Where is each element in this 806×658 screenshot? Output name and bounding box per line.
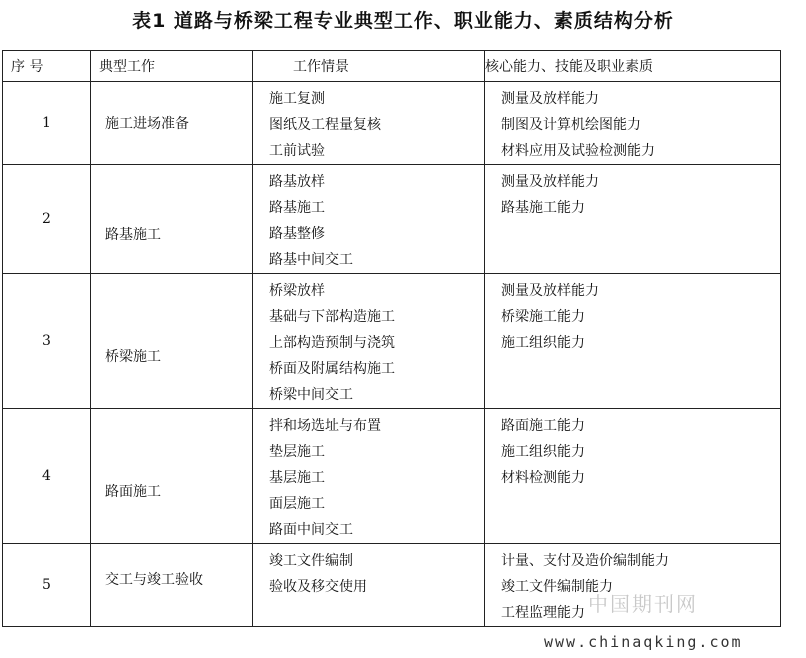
situation-item: 验收及移交使用 xyxy=(269,579,367,595)
row-number: 4 xyxy=(3,409,91,544)
situation-item: 面层施工 xyxy=(269,496,325,512)
table-row xyxy=(3,409,781,544)
header-num: 序 号 xyxy=(3,51,91,82)
situation-item: 施工复测 xyxy=(269,91,325,107)
header-core: 核心能力、技能及职业素质 xyxy=(485,51,781,82)
situation-item: 拌和场选址与布置 xyxy=(269,418,381,434)
situation-item: 基层施工 xyxy=(269,470,325,486)
situation-item: 垫层施工 xyxy=(269,444,325,460)
table-row xyxy=(3,165,781,274)
situation-item: 竣工文件编制 xyxy=(269,553,353,569)
situation-item: 桥面及附属结构施工 xyxy=(269,361,395,377)
core-item: 测量及放样能力 xyxy=(501,91,599,107)
core-item: 测量及放样能力 xyxy=(501,283,599,299)
core-item: 材料检测能力 xyxy=(501,470,585,486)
situation-item: 路基放样 xyxy=(269,174,325,190)
table-row xyxy=(3,274,781,409)
row-core xyxy=(485,82,781,165)
situation-item: 路基施工 xyxy=(269,200,325,216)
situation-item: 路基整修 xyxy=(269,226,325,242)
row-situations xyxy=(253,409,485,544)
row-core xyxy=(485,165,781,274)
table-title: 表1 道路与桥梁工程专业典型工作、职业能力、素质结构分析 xyxy=(132,10,674,32)
header-situation: 工作情景 xyxy=(253,51,485,82)
row-situations xyxy=(253,544,485,627)
core-item: 施工组织能力 xyxy=(501,444,585,460)
situation-item: 基础与下部构造施工 xyxy=(269,309,395,325)
core-item: 工程监理能力 xyxy=(501,605,585,621)
row-task: 路基施工 xyxy=(91,165,253,274)
core-item: 桥梁施工能力 xyxy=(501,309,585,325)
core-item: 路面施工能力 xyxy=(501,418,585,434)
situation-item: 桥梁放样 xyxy=(269,283,325,299)
row-number: 2 xyxy=(3,165,91,274)
core-item: 施工组织能力 xyxy=(501,335,585,351)
core-item: 计量、支付及造价编制能力 xyxy=(501,553,669,569)
row-core xyxy=(485,274,781,409)
table-row xyxy=(3,82,781,165)
situation-item: 桥梁中间交工 xyxy=(269,387,353,403)
core-item: 制图及计算机绘图能力 xyxy=(501,117,641,133)
row-number: 3 xyxy=(3,274,91,409)
row-task: 路面施工 xyxy=(91,409,253,544)
core-item: 材料应用及试验检测能力 xyxy=(501,143,655,159)
situation-item: 路面中间交工 xyxy=(269,522,353,538)
row-situations xyxy=(253,165,485,274)
core-item: 竣工文件编制能力 xyxy=(501,579,613,595)
row-task: 交工与竣工验收 xyxy=(91,544,253,627)
watermark-logo-text: 中国期刊网 xyxy=(588,592,698,616)
row-situations xyxy=(253,82,485,165)
header-row xyxy=(3,51,781,82)
core-item: 测量及放样能力 xyxy=(501,174,599,190)
header-task: 典型工作 xyxy=(91,51,253,82)
row-task: 施工进场准备 xyxy=(91,82,253,165)
row-number: 5 xyxy=(3,544,91,627)
situation-item: 工前试验 xyxy=(269,143,325,159)
watermark-url: www.chinaqking.com xyxy=(544,633,743,651)
core-item: 路基施工能力 xyxy=(501,200,585,216)
situation-item: 上部构造预制与浇筑 xyxy=(269,335,395,351)
row-task: 桥梁施工 xyxy=(91,274,253,409)
analysis-table xyxy=(2,50,781,627)
situation-item: 图纸及工程量复核 xyxy=(269,117,381,133)
row-core xyxy=(485,409,781,544)
row-number: 1 xyxy=(3,82,91,165)
row-situations xyxy=(253,274,485,409)
situation-item: 路基中间交工 xyxy=(269,252,353,268)
